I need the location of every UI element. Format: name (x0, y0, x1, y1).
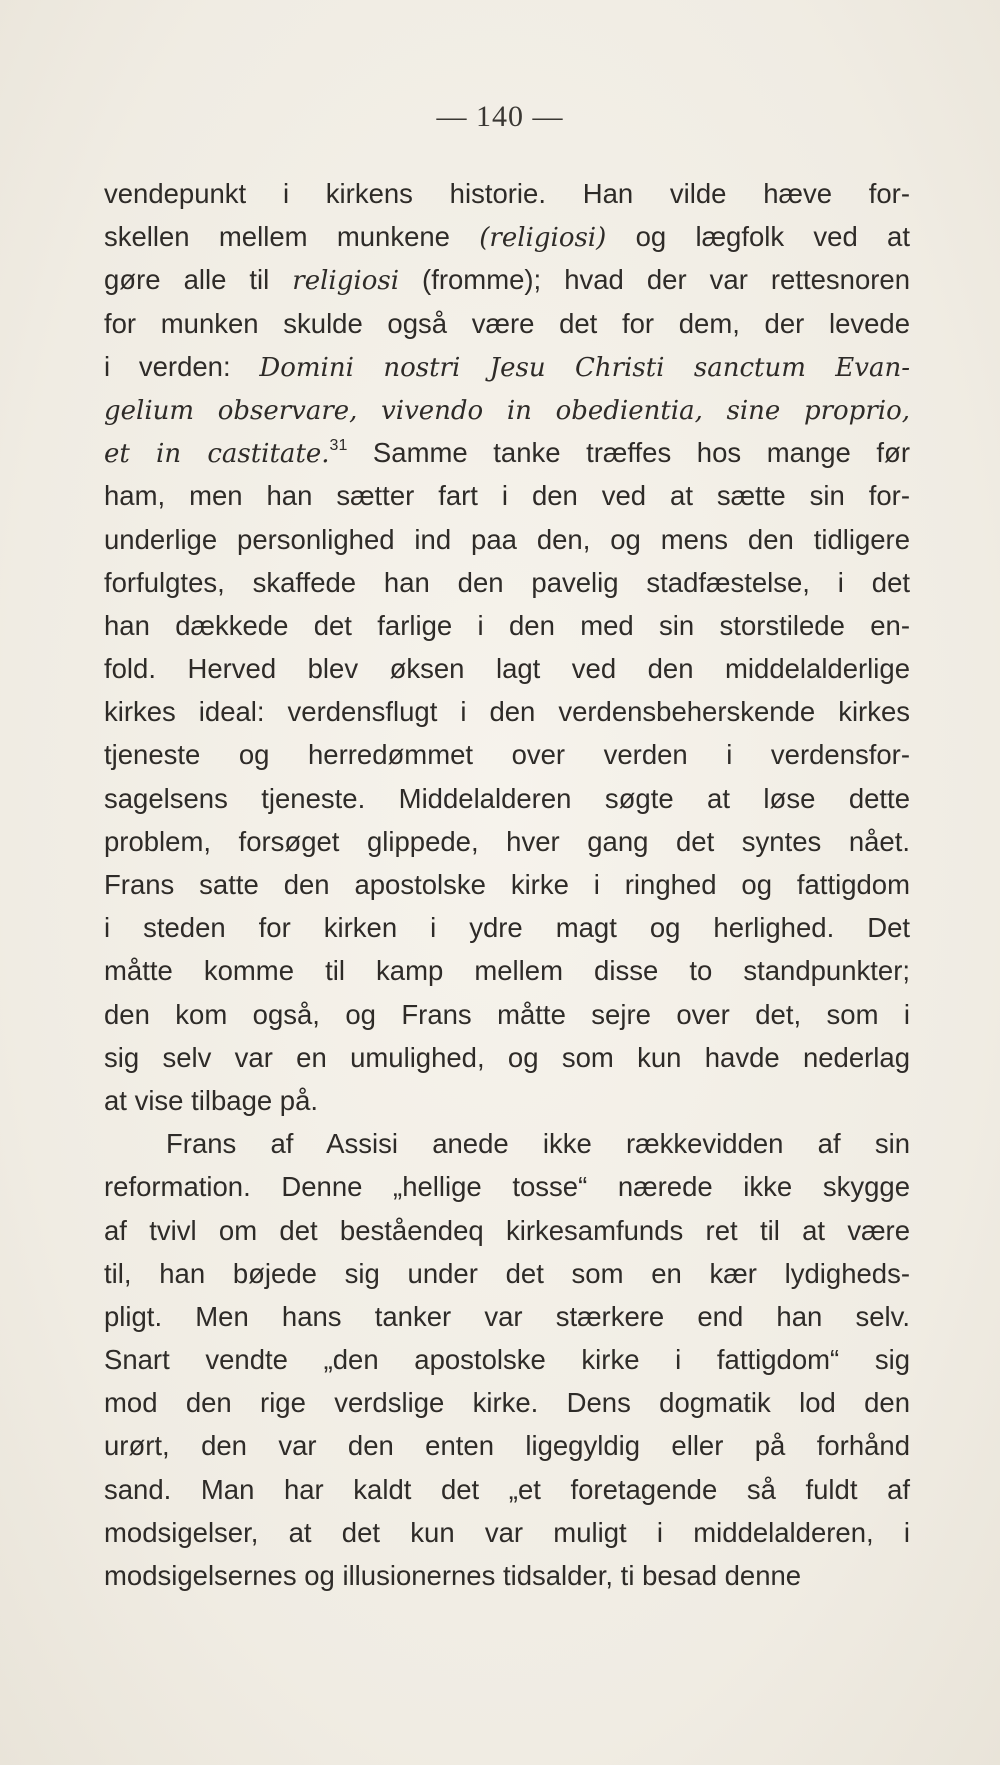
text-line (104, 474, 910, 517)
text-line (104, 1209, 910, 1252)
text-run: af tvivl om det beståendeq kirkesamfunds ret til at være (104, 1214, 910, 1246)
text-line (104, 690, 910, 733)
text-line (104, 1122, 910, 1165)
latin-italic-run: et in castitate. (104, 439, 330, 470)
text-run: reformation. Denne „hellige tosse“ nærede ikke skygge (104, 1171, 910, 1203)
text-run: underlige personlighed ind paa den, og mens den tidligere (104, 523, 910, 555)
text-run: problem, forsøget glippede, hver gang det syntes nået. (104, 825, 910, 857)
text-line (104, 993, 910, 1036)
text-line (104, 1165, 910, 1208)
footnote-marker: 31 (329, 437, 348, 455)
text-line (104, 215, 910, 258)
text-run: tjeneste og herredømmet over verden i verdensfor- (104, 739, 910, 771)
body-text (104, 172, 910, 1597)
text-line (104, 604, 910, 647)
text-run: Snart vendte „den apostolske kirke i fattigdom“ sig (104, 1344, 910, 1376)
text-line (104, 647, 910, 690)
text-run: at vise tilbage på. (104, 1084, 319, 1116)
text-run: forfulgtes, skaffede han den pavelig stadfæstelse, i det (104, 566, 910, 598)
text-run: pligt. Men hans tanker var stærkere end han selv. (104, 1300, 910, 1332)
text-line (104, 733, 910, 776)
text-run: vendepunkt i kirkens historie. Han vilde hæve for- (104, 178, 910, 209)
text-line (104, 388, 910, 431)
text-run: og lægfolk ved at (606, 221, 910, 253)
text-line (104, 1424, 910, 1467)
text-run: modsigelser, at det kun var muligt i middelalderen, i (104, 1516, 910, 1548)
latin-italic-run: (religiosi) (479, 223, 607, 254)
text-run: måtte komme til kamp mellem disse to standpunkter; (104, 955, 910, 987)
text-line (104, 1295, 910, 1338)
text-run: kirkes ideal: verdensflugt i den verdensbeherskende kirkes (104, 696, 910, 728)
text-run: modsigelsernes og illusionernes tidsalder, ti besad denne (104, 1560, 802, 1591)
latin-italic-run: gelium observare, vivendo in obedientia, sine proprio, (104, 395, 910, 426)
text-line (104, 1252, 910, 1295)
paragraph (104, 1122, 910, 1597)
text-line (104, 431, 910, 474)
text-line (104, 1381, 910, 1424)
text-line (104, 949, 910, 992)
text-line (104, 258, 910, 301)
text-run: ham, men han sætter fart i den ved at sætte sin for- (104, 480, 910, 512)
latin-italic-run: religiosi (292, 266, 400, 297)
text-run: fold. Herved blev øksen lagt ved den middelalderlige (104, 653, 910, 685)
text-run: til, han bøjede sig under det som en kær lydigheds- (104, 1257, 910, 1289)
text-run: sand. Man har kaldt det „et foretagende så fuldt af (104, 1473, 910, 1505)
paragraph (104, 172, 910, 1122)
text-line (104, 820, 910, 863)
text-line (104, 1554, 910, 1597)
text-run: skellen mellem munkene (104, 221, 480, 253)
text-line (104, 345, 910, 388)
text-line (104, 1511, 910, 1554)
text-line (104, 518, 910, 561)
text-line (104, 777, 910, 820)
text-run: gøre alle til (104, 264, 293, 296)
text-run: mod den rige verdslige kirke. Dens dogmatik lod den (104, 1387, 910, 1419)
text-line (104, 1338, 910, 1381)
text-run: (fromme); hvad der var rettesnoren (399, 264, 910, 296)
text-run: i steden for kirken i ydre magt og herlighed. Det (104, 912, 910, 944)
text-run: for munken skulde også være det for dem, der levede (104, 307, 910, 339)
text-line (104, 302, 910, 345)
text-line (104, 863, 910, 906)
text-run: Frans satte den apostolske kirke i ringhed og fattigdom (104, 869, 910, 900)
text-line (104, 1468, 910, 1511)
text-run: han dækkede det farlige i den med sin storstilede en- (104, 609, 910, 641)
text-line (104, 172, 910, 215)
page-number: — 140 — (436, 100, 564, 133)
text-line (104, 561, 910, 604)
text-line (104, 906, 910, 949)
text-run: den kom også, og Frans måtte sejre over det, som i (104, 998, 910, 1030)
text-line (104, 1079, 910, 1122)
text-run: Samme tanke træffes hos mange før (347, 437, 910, 469)
text-run: Frans af Assisi anede ikke rækkevidden af sin (166, 1128, 910, 1160)
text-run: sagelsens tjeneste. Middelalderen søgte at løse dette (104, 782, 910, 814)
text-line (104, 1036, 910, 1079)
text-run: sig selv var en umulighed, og som kun havde nederlag (104, 1041, 910, 1073)
text-run: i verden: (104, 350, 260, 382)
latin-italic-run: Domini nostri Jesu Christi sanctum Evan- (259, 352, 910, 383)
text-run: urørt, den var den enten ligegyldig eller på forhånd (104, 1430, 910, 1462)
